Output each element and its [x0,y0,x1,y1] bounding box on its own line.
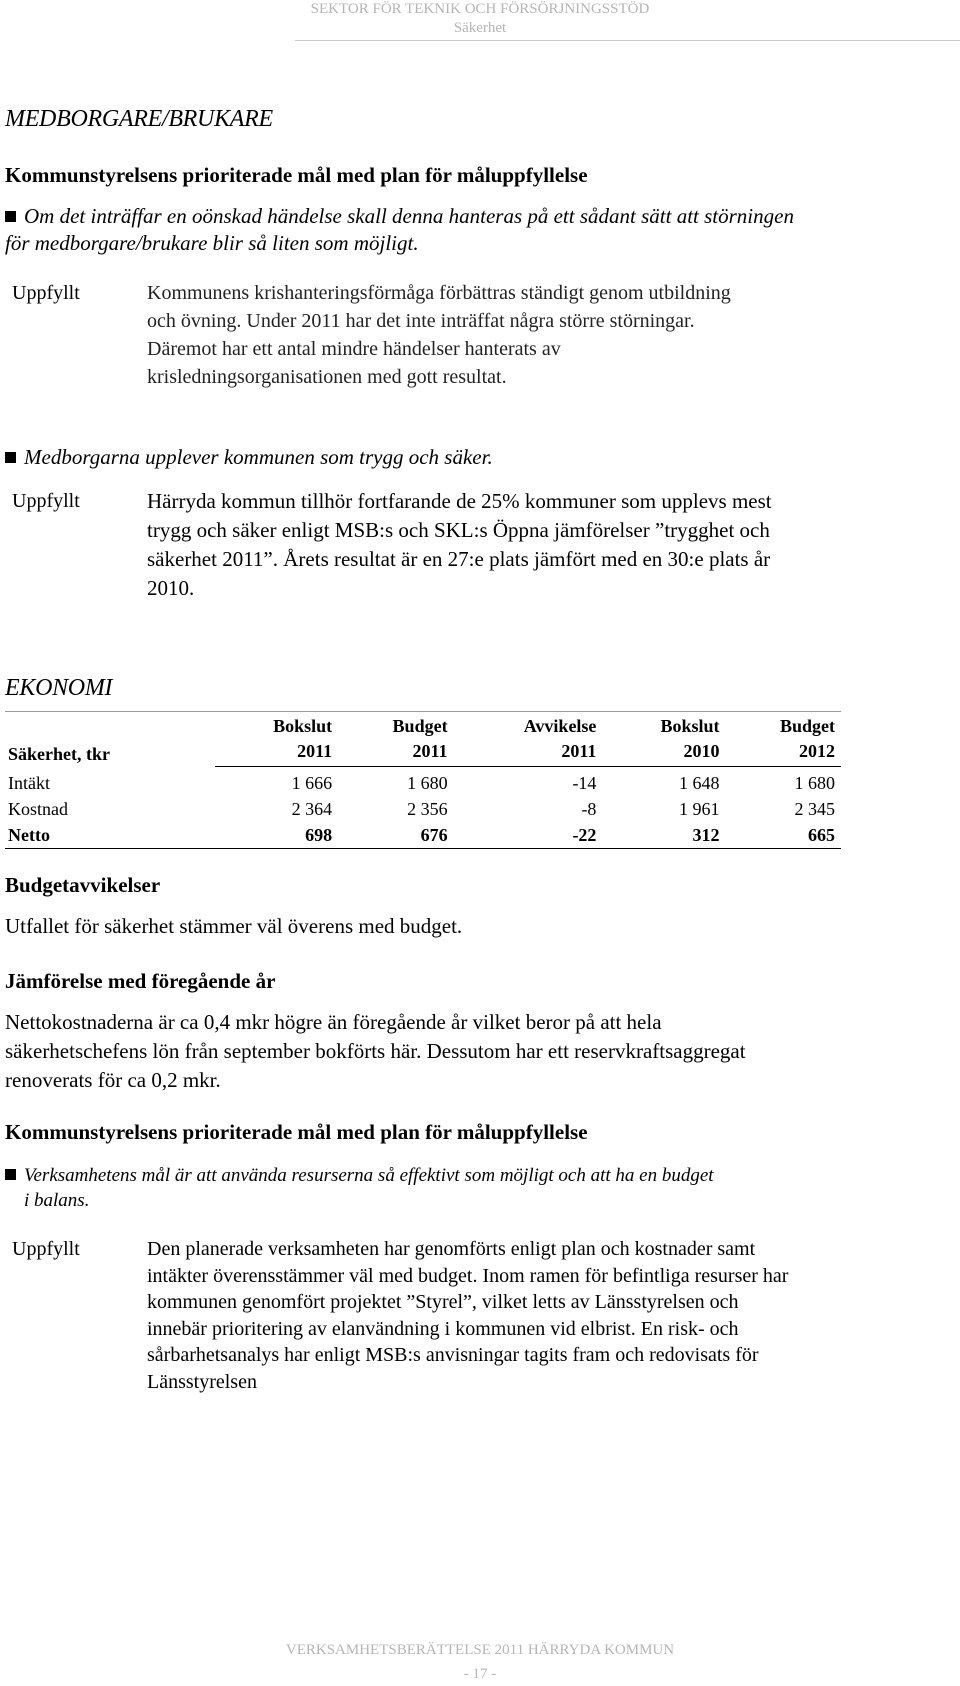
year-comparison-text [5,1008,955,1095]
goal-1-line-2: för medborgare/brukare blir så liten som möjligt. [5,231,419,255]
table-header-row-1 [5,712,841,739]
column-header: Avvikelse [523,716,597,736]
table-cell: -14 [572,773,597,793]
table-row [5,796,841,822]
column-header: Budget [779,716,835,736]
table-cell: 1 680 [407,773,448,793]
page-footer: VERKSAMHETSBERÄTTELSE 2011 HÄRRYDA KOMMUN [285,1642,675,1658]
table-cell: 1 648 [679,773,720,793]
row-label-header: Säkerhet, tkr [8,743,110,764]
budget-deviation-text: Utfallet för säkerhet stämmer väl överens med budget. [5,914,463,938]
row-label: Kostnad [8,799,68,819]
heading-budget-deviation: Budgetavvikelser [5,873,161,897]
table-cell: -8 [581,799,597,819]
comparison-line: Nettokostnaderna är ca 0,4 mkr högre än föregående år vilket beror på att hela [5,1010,662,1034]
goal-2-line-1: Medborgarna upplever kommunen som trygg och säker. [24,445,493,469]
column-header-year: 2012 [726,739,842,767]
goal-1 [5,203,950,257]
table-cell: 698 [215,822,338,849]
row-label: Intäkt [8,772,50,793]
section-title-ekonomi: EKONOMI [5,675,113,701]
column-header: Bokslut [660,716,720,736]
table-cell: -22 [454,822,603,849]
economy-table [5,712,841,849]
page-header-sector: SEKTOR FÖR TEKNIK OCH FÖRSÖRJNINGSSTÖD [310,1,650,17]
column-header: Bokslut [273,716,333,736]
goal-1-status: Uppfyllt [12,282,80,304]
goal-3-desc-line: Länsstyrelsen [147,1370,257,1393]
heading-priority-goals: Kommunstyrelsens prioriterade mål med plan för måluppfyllelse [5,163,588,187]
column-header-year: 2010 [602,739,725,767]
goal-1-desc-line: krisledningsorganisationen med gott resultat. [147,366,507,388]
goal-1-desc-line: och övning. Under 2011 har det inte inträffat några större störningar. [147,310,695,332]
square-bullet-icon [5,452,16,463]
goal-2-status: Uppfyllt [12,490,80,512]
comparison-line: renoverats för ca 0,2 mkr. [5,1068,221,1092]
table-row [5,767,841,797]
goal-3-desc-line: sårbarhetsanalys har enligt MSB:s anvisningar tagits fram och redovisats för [147,1344,759,1366]
section-title-medborgare: MEDBORGARE/BRUKARE [5,106,273,132]
goal-2 [5,444,950,471]
square-bullet-icon [5,1169,16,1180]
page-header-section: Säkerhet [453,20,507,36]
goal-3-desc-line: kommunen genomfört projektet ”Styrel”, vilket letts av Länsstyrelsen och [147,1291,739,1313]
goal-2-desc-line: trygg och säker enligt MSB:s och SKL:s Öppna jämförelser ”trygghet och [147,518,770,542]
goal-3-desc-line: intäkter överensstämmer väl med budget. Inom ramen för befintliga resurser har [147,1264,789,1287]
table-row-total [5,822,841,849]
goal-3-line-2: i balans. [24,1190,90,1211]
goal-2-desc-line: Härryda kommun tillhör fortfarande de 25% kommuner som upplevs mest [147,489,772,513]
goal-1-line-1: Om det inträffar en oönskad händelse skall denna hanteras på ett sådant sätt att störningen [24,204,794,228]
page-number: - 17 - [463,1666,497,1682]
table-cell: 2 356 [407,799,448,819]
goal-1-desc-line: Kommunens krishanteringsförmåga förbättras ständigt genom utbildning [147,282,731,304]
heading-year-comparison: Jämförelse med föregående år [5,969,276,993]
goal-3 [5,1163,885,1213]
goal-3-status: Uppfyllt [12,1238,80,1260]
table-cell: 676 [338,822,453,849]
header-divider [295,40,960,41]
table-cell: 2 345 [794,799,835,819]
table-cell: 1 961 [679,799,720,819]
goal-2-description [147,487,947,603]
goal-2-desc-line: säkerhet 2011”. Årets resultat är en 27:e plats jämfört med en 30:e plats år [147,547,771,571]
goal-1-description [147,279,937,391]
comparison-line: säkerhetschefens lön från september bokförts här. Dessutom har ett reservkraftsaggregat [5,1039,746,1063]
goal-3-description [147,1236,947,1395]
heading-priority-goals-2: Kommunstyrelsens prioriterade mål med plan för måluppfyllelse [5,1120,588,1144]
column-header-year: 2011 [454,739,603,767]
table-cell: 2 364 [291,799,333,819]
column-header: Budget [392,716,448,736]
row-label: Netto [5,822,215,849]
table-cell: 1 680 [794,773,835,793]
goal-3-desc-line: Den planerade verksamheten har genomförts enligt plan och kostnader samt [147,1238,756,1260]
table-cell: 665 [726,822,842,849]
square-bullet-icon [5,211,16,222]
column-header-year: 2011 [215,739,338,767]
goal-3-line-1: Verksamhetens mål är att använda resurserna så effektivt som möjligt och att ha en budget [24,1165,714,1186]
goal-2-desc-line: 2010. [147,576,195,600]
column-header-year: 2011 [338,739,453,767]
table-cell: 1 666 [291,773,333,793]
goal-1-desc-line: Däremot har ett antal mindre händelser hanterats av [147,338,561,360]
table-cell: 312 [602,822,725,849]
goal-3-desc-line: innebär prioritering av elanvändning i kommunen vid elbrist. En risk- och [147,1317,739,1340]
